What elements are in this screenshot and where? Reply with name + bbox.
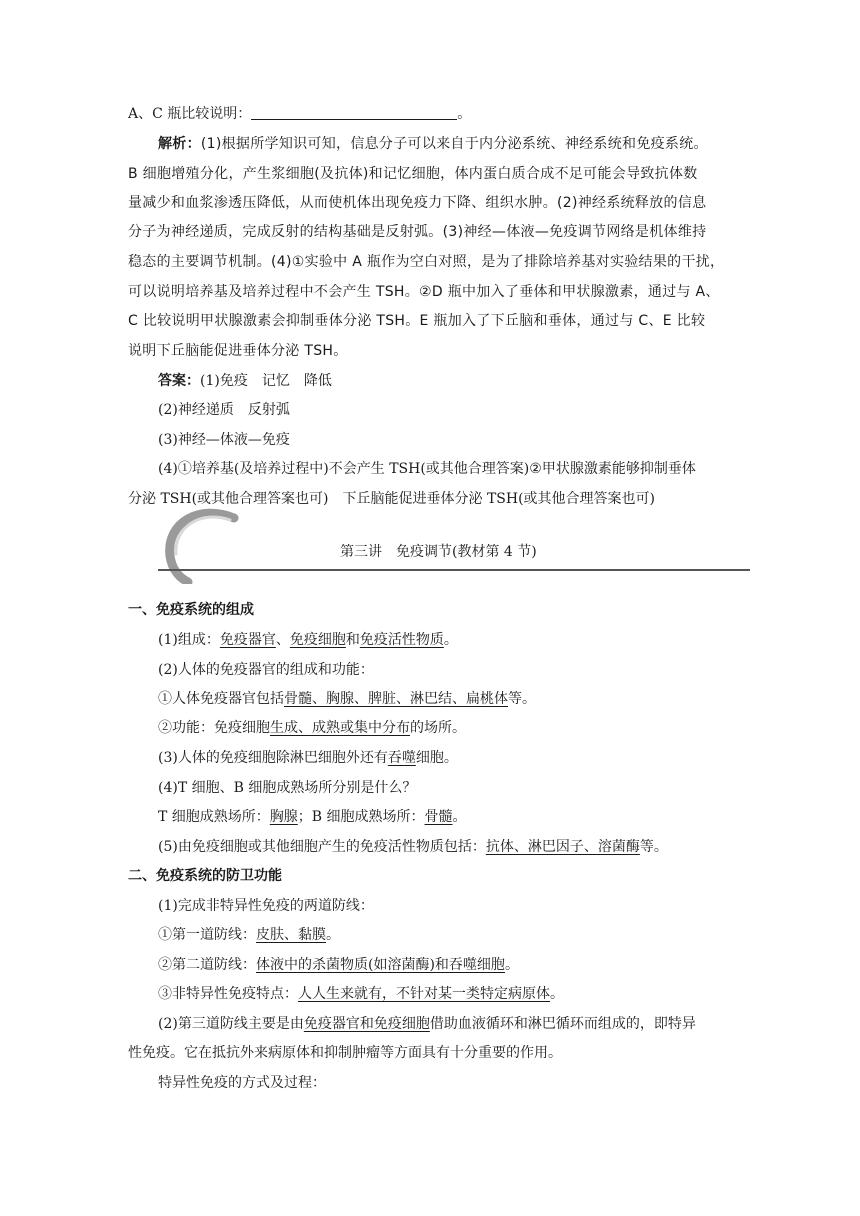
answer-line-2: (2)神经递质 反射弧 [158, 402, 290, 418]
text: 。 [504, 957, 519, 973]
part2-line-4 [158, 984, 770, 1004]
text: 借助血液循环和淋巴循环而组成的，即特异 [429, 1016, 696, 1032]
part1-line-4 [158, 718, 770, 738]
part2-heading: 二、免疫系统的防卫功能 [128, 868, 282, 884]
part1-line-2: (2)人体的免疫器官的组成和功能： [158, 662, 374, 678]
analysis-line-3: 量减少和血浆渗透压降低，从而使机体出现免疫力下降、组织水肿。(2)神经系统释放的信息 [128, 195, 707, 211]
part2-line-3 [158, 955, 770, 975]
underlined-answer: 免疫活性物质 [359, 632, 444, 648]
underlined-answer: 骨髓 [424, 809, 453, 825]
text: 。 [452, 809, 467, 825]
part2-line-7: 特异性免疫的方式及过程： [158, 1075, 326, 1091]
text: 的场所。 [410, 720, 466, 736]
answer-line-4: (4)①培养基(及培养过程中)不会产生 TSH(或其他合理答案)②甲状腺激素能够抑制垂体 [158, 461, 696, 477]
compare-end: 。 [457, 106, 472, 122]
part1-line-7 [158, 807, 770, 827]
analysis-line-2: B 细胞增殖分化，产生浆细胞(及抗体)和记忆细胞，体内蛋白质合成不足可能会导致抗体数 [128, 166, 698, 182]
text: (3)人体的免疫细胞除淋巴细胞外还有 [158, 750, 388, 766]
compare-label: A、C 瓶比较说明： [128, 106, 252, 122]
text: 。 [443, 632, 458, 648]
part2-line-6: 性免疫。它在抵抗外来病原体和抑制肿瘤等方面具有十分重要的作用。 [128, 1045, 562, 1061]
analysis-line-7: C 比较说明甲状腺激素会抑制垂体分泌 TSH。E 瓶加入了下丘脑和垂体，通过与 C、E 比较 [128, 313, 706, 329]
underlined-answer: 皮肤、黏膜 [256, 927, 326, 943]
text: 等。 [508, 691, 536, 707]
part1-line-6: (4)T 细胞、B 细胞成熟场所分别是什么？ [158, 780, 417, 796]
section-rule [158, 569, 750, 571]
underlined-answer: 抗体、淋巴因子、溶菌酶 [485, 839, 640, 855]
part1-line-1 [158, 630, 770, 650]
text: (1)组成： [158, 632, 220, 648]
section-swirl-icon [160, 508, 250, 584]
text: 等。 [639, 839, 668, 855]
text: (5)由免疫细胞或其他细胞产生的免疫活性物质包括： [158, 839, 486, 855]
underlined-answer: 胸腺 [269, 809, 298, 825]
analysis-line-6: 可以说明培养基及培养过程中不会产生 TSH。②D 瓶中加入了垂体和甲状腺激素，通过与 A、 [128, 284, 720, 300]
underlined-answer: 吞噬 [387, 750, 416, 766]
answer-text: (1)免疫 记忆 降低 [200, 373, 332, 389]
text: T 细胞成熟场所： [158, 809, 270, 825]
text: (2)第三道防线主要是由 [158, 1016, 304, 1032]
text: 。 [550, 986, 564, 1002]
underlined-answer: 生成、成熟或集中分布 [270, 720, 410, 736]
section-title: 第三讲 免疫调节(教材第 4 节) [340, 544, 537, 560]
underlined-answer: 人人生来就有，不针对某一类特定病原体 [298, 986, 550, 1002]
part1-heading: 一、免疫系统的组成 [128, 602, 254, 618]
underlined-answer: 免疫器官和免疫细胞 [303, 1016, 430, 1032]
text: 细胞。 [415, 750, 458, 766]
answer-line-5: 分泌 TSH(或其他合理答案也可) 下丘脑能促进垂体分泌 TSH(或其他合理答案也可) [128, 491, 656, 507]
text: 。 [326, 927, 340, 943]
text: ②功能：免疫细胞 [158, 720, 270, 736]
part1-line-5 [158, 748, 770, 768]
part2-line-1: (1)完成非特异性免疫的两道防线： [158, 898, 374, 914]
part1-line-8 [158, 837, 770, 857]
text: ①第一道防线： [158, 927, 256, 943]
underlined-answer: 免疫细胞 [289, 632, 346, 648]
underlined-answer: 体液中的杀菌物质(如溶菌酶)和吞噬细胞 [256, 957, 505, 973]
text: ；B 细胞成熟场所： [297, 809, 425, 825]
answer-label: 答案： [158, 373, 200, 389]
text: ②第二道防线： [158, 957, 256, 973]
answer-line-1 [158, 371, 770, 391]
analysis-line-5: 稳态的主要调节机制。(4)①实验中 A 瓶作为空白对照，是为了排除培养基对实验结果的干扰， [128, 254, 725, 270]
analysis-line-8: 说明下丘脑能促进垂体分泌 TSH。 [128, 343, 348, 359]
compare-line [128, 104, 740, 124]
analysis-line-4: 分子为神经递质，完成反射的结构基础是反射弧。(3)神经—体液—免疫调节网络是机体维持 [128, 224, 707, 240]
part2-line-2 [158, 925, 770, 945]
part1-line-3 [158, 689, 770, 709]
underlined-answer: 免疫器官 [219, 632, 276, 648]
part2-line-5 [158, 1014, 770, 1034]
underlined-answer: 骨髓、胸腺、脾脏、淋巴结、扁桃体 [284, 691, 508, 707]
text: ③非特异性免疫特点： [158, 986, 298, 1002]
answer-line-3: (3)神经—体液—免疫 [158, 432, 290, 448]
text: ①人体免疫器官包括 [158, 691, 284, 707]
analysis-label: 解析： [158, 136, 201, 152]
answer-blank[interactable] [251, 105, 457, 120]
text: 和 [345, 632, 360, 648]
text: 、 [275, 632, 290, 648]
analysis-text: (1)根据所学知识可知，信息分子可以来自于内分泌系统、神经系统和免疫系统。 [200, 136, 708, 152]
analysis-line-1 [158, 134, 770, 154]
